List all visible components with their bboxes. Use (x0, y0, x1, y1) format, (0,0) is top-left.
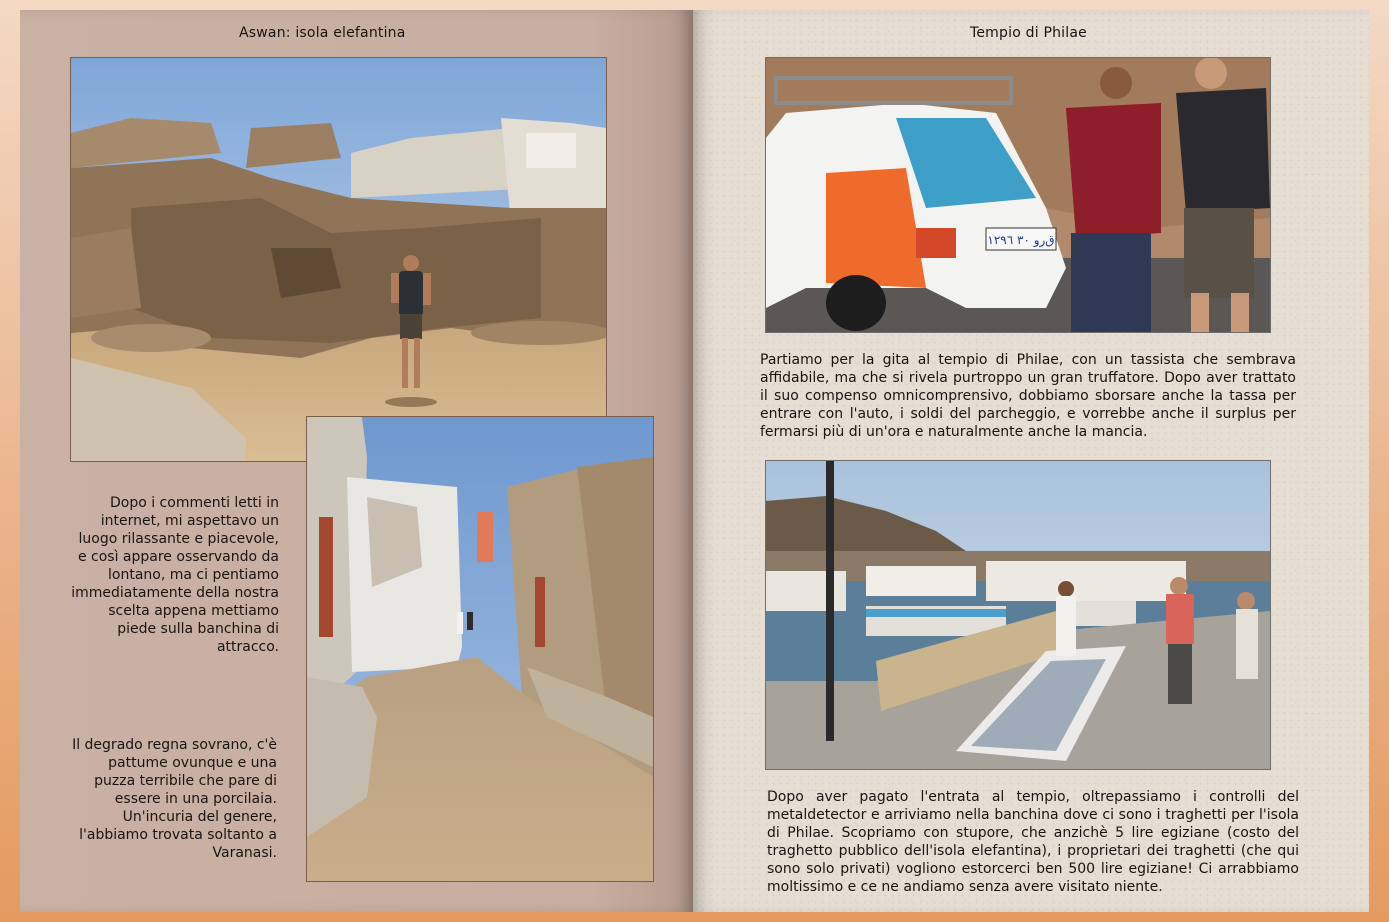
right-page (693, 10, 1369, 912)
left-paragraph-2: Il degrado regna sovrano, c'è pattume ovunque e una puzza terribile che pare di essere in una porcilaia. Un'incuria del genere, l'abbiamo trovata soltanto a Varanasi. (72, 737, 277, 861)
photo-alley-elephantine (306, 416, 654, 882)
left-page (20, 10, 693, 912)
photo-harbour-philae (765, 460, 1271, 770)
right-page-title: Tempio di Philae (970, 25, 1087, 41)
left-paragraph-1: Dopo i commenti letti in internet, mi aspettavo un luogo rilassante e piacevole, e così appare osservando da lontano, ma ci pentiamo immediatamente della nostra scelta appena mettiamo piede sulla banchina di attracco. (71, 495, 279, 655)
right-paragraph-1: Partiamo per la gita al tempio di Philae, con un tassista che sembrava affidabile, ma che si rivela purtroppo un gran truffatore. Dopo aver trattato il suo compenso omnicomprensivo, dobbiamo sborsare anche la tassa per entrare con l'auto, i soldi del parcheggio, e vorrebbe anche il surplus per fermarsi più di un'ora e naturalmente anche la mancia. (760, 352, 1296, 440)
car-plate-text: ﻕﺭﻭ ٣٠ ١٢٩٦ (987, 233, 1055, 247)
right-paragraph-2: Dopo aver pagato l'entrata al tempio, oltrepassiamo i controlli del metaldetector e arriviamo nella banchina dove ci sono i traghetti per l'isola di Philae. Scopriamo con stupore, che anzichè 5 lire egiziane (costo del traghetto pubblico dell'isola elefantina), i proprietari dei traghetti (che qui sono solo privati) vogliono estorcerci ben 500 lire egiziane! Ci arrabbiamo moltissimo e ce ne andiamo senza avere visitato niente. (767, 789, 1299, 895)
photo-ruins-elephantine (70, 57, 607, 462)
photo-taxi-philae (765, 57, 1271, 333)
left-page-title: Aswan: isola elefantina (239, 25, 406, 41)
